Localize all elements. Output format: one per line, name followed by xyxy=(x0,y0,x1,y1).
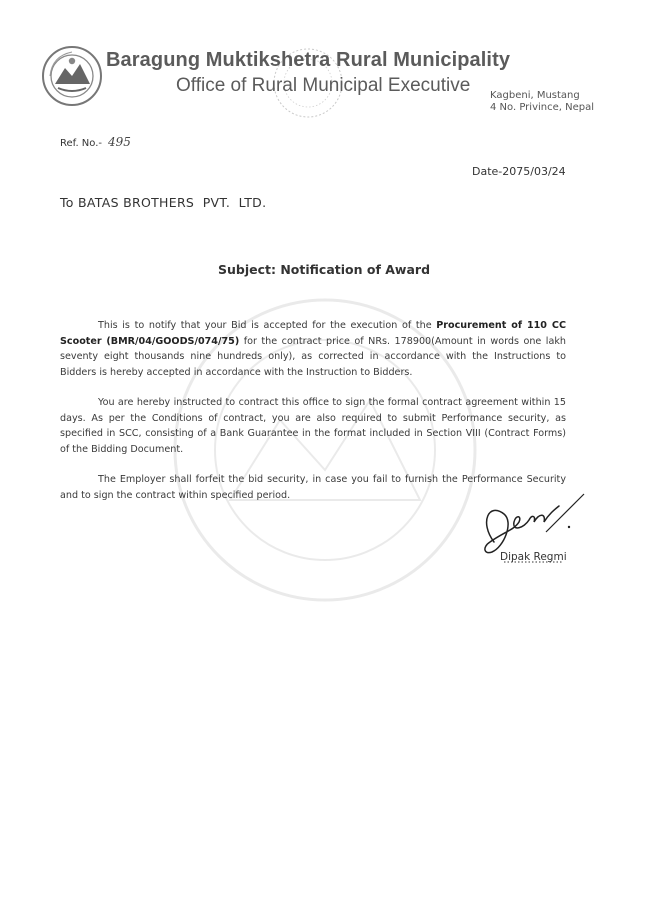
address-line-1: Kagbeni, Mustang xyxy=(490,90,580,101)
p1-text-end: for the contract price of NRs. 178900(Amount in words one lakh seventy eight thousands nine hundreds only), as corrected in accordance with the Instructions to Bidders is hereby accepted in accordance with the Instruction to Bidders. xyxy=(60,335,566,378)
address-line-2: 4 No. Privince, Nepal xyxy=(490,102,594,113)
organization-name: Baragung Muktikshetra Rural Municipality xyxy=(106,49,511,71)
letter-date: Date-2075/03/24 xyxy=(472,165,566,178)
signatory-name: Dipak Regmi xyxy=(500,551,567,563)
recipient: To BATAS BROTHERS PVT. LTD. xyxy=(60,195,267,210)
body-paragraph-2: You are hereby instructed to contract this office to sign the formal contract agreement within 15 days. As per the Conditions of contract, you are also required to submit Performance security, as specified in SCC, consisting of a Bank Guarantee in the format included in Section VIII (Contract Forms) of the Bidding Document. xyxy=(60,397,566,455)
reference-label: Ref. No.- xyxy=(60,138,103,149)
office-name: Office of Rural Municipal Executive xyxy=(176,75,471,96)
body-paragraph-1 xyxy=(60,318,566,380)
municipality-emblem-icon xyxy=(40,44,104,108)
procurement-title: Procurement of 110 CC Scooter (BMR/04/GOODS/074/75) xyxy=(60,320,567,347)
body-paragraph-3: The Employer shall forfeit the bid security, in case you fail to furnish the Performance Security and to sign the contract within specified period. xyxy=(60,474,566,501)
subject-line: Subject: Notification of Award xyxy=(218,262,431,277)
p1-text-start: This is to notify that your Bid is accepted for the execution of the xyxy=(98,320,437,331)
reference-number: 495 xyxy=(108,135,131,149)
